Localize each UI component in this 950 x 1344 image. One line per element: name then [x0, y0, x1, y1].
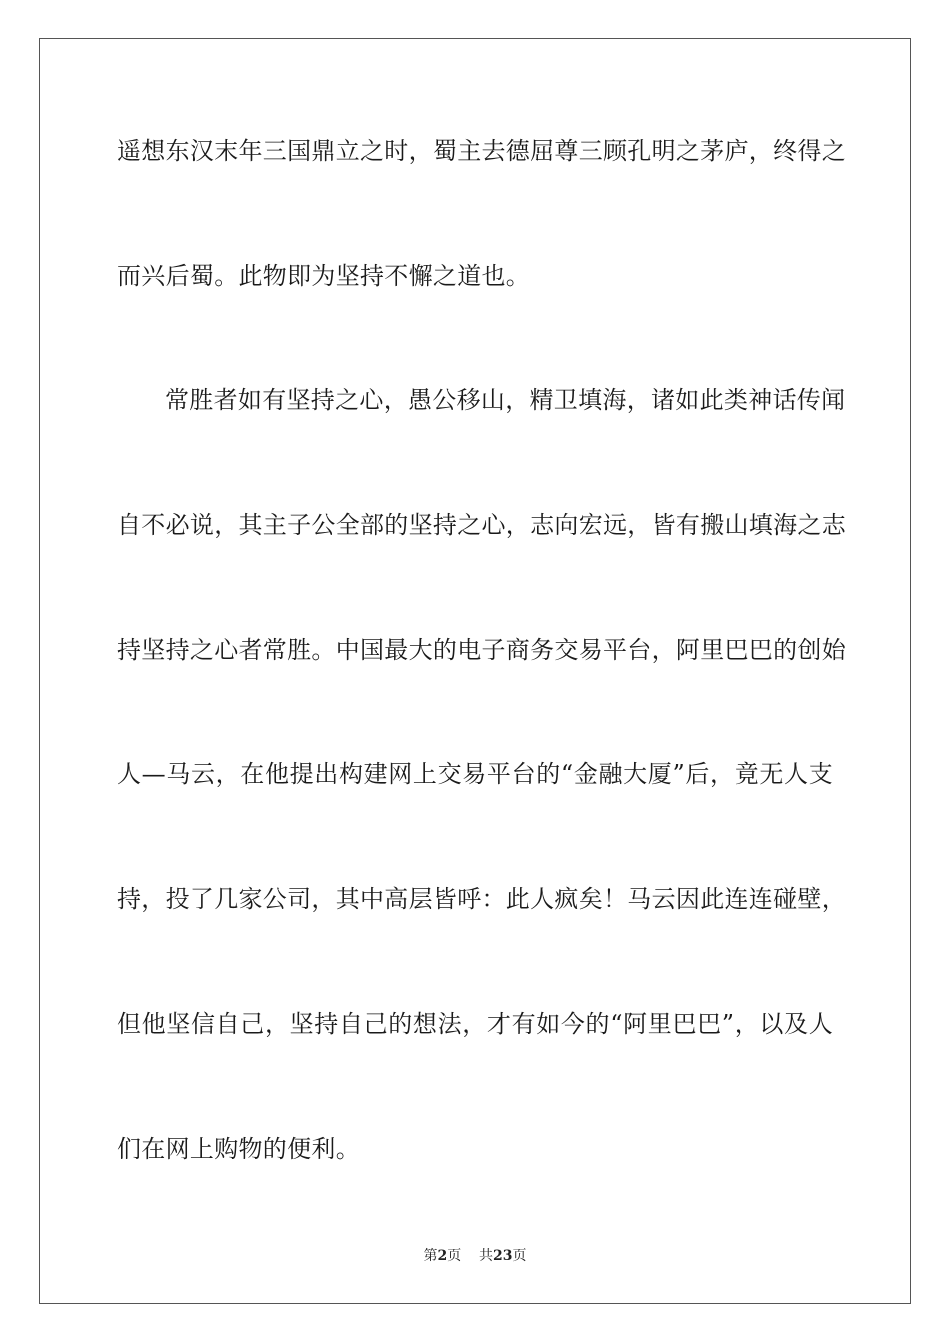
paragraph-line-4: 自不必说，其主子公全部的坚持之心，志向宏远，皆有搬山填海之志 — [117, 511, 846, 539]
paragraph-line-8: 但他坚信自己，坚持自己的想法，才有如今的“阿里巴巴”，以及人 — [117, 1010, 833, 1038]
paragraph-line-2: 而兴后蜀。此物即为坚持不懈之道也。 — [117, 262, 531, 290]
paragraph-line-3: 常胜者如有坚持之心，愚公移山，精卫填海，诸如此类神话传闻 — [165, 386, 846, 414]
paragraph-line-1: 遥想东汉末年三国鼎立之时，蜀主去德屈尊三顾孔明之茅庐，终得之 — [117, 137, 846, 165]
paragraph-line-9: 们在网上购物的便利。 — [117, 1135, 360, 1163]
page-total: 23 — [493, 1248, 513, 1264]
page-suffix: 页 — [447, 1248, 462, 1264]
page-footer — [0, 1246, 950, 1266]
page-border — [39, 38, 911, 1304]
paragraph-line-7: 持，投了几家公司，其中高层皆呼：此人疯矣！马云因此连连碰壁， — [117, 885, 846, 913]
page-current: 2 — [437, 1248, 448, 1264]
paragraph-line-5: 持坚持之心者常胜。中国最大的电子商务交易平台，阿里巴巴的创始 — [117, 636, 846, 664]
page-prefix: 第 — [423, 1248, 438, 1264]
paragraph-line-6: 人—马云，在他提出构建网上交易平台的“金融大厦”后，竟无人支 — [117, 760, 833, 788]
total-suffix: 页 — [512, 1248, 527, 1264]
total-prefix: 共 — [479, 1248, 494, 1264]
